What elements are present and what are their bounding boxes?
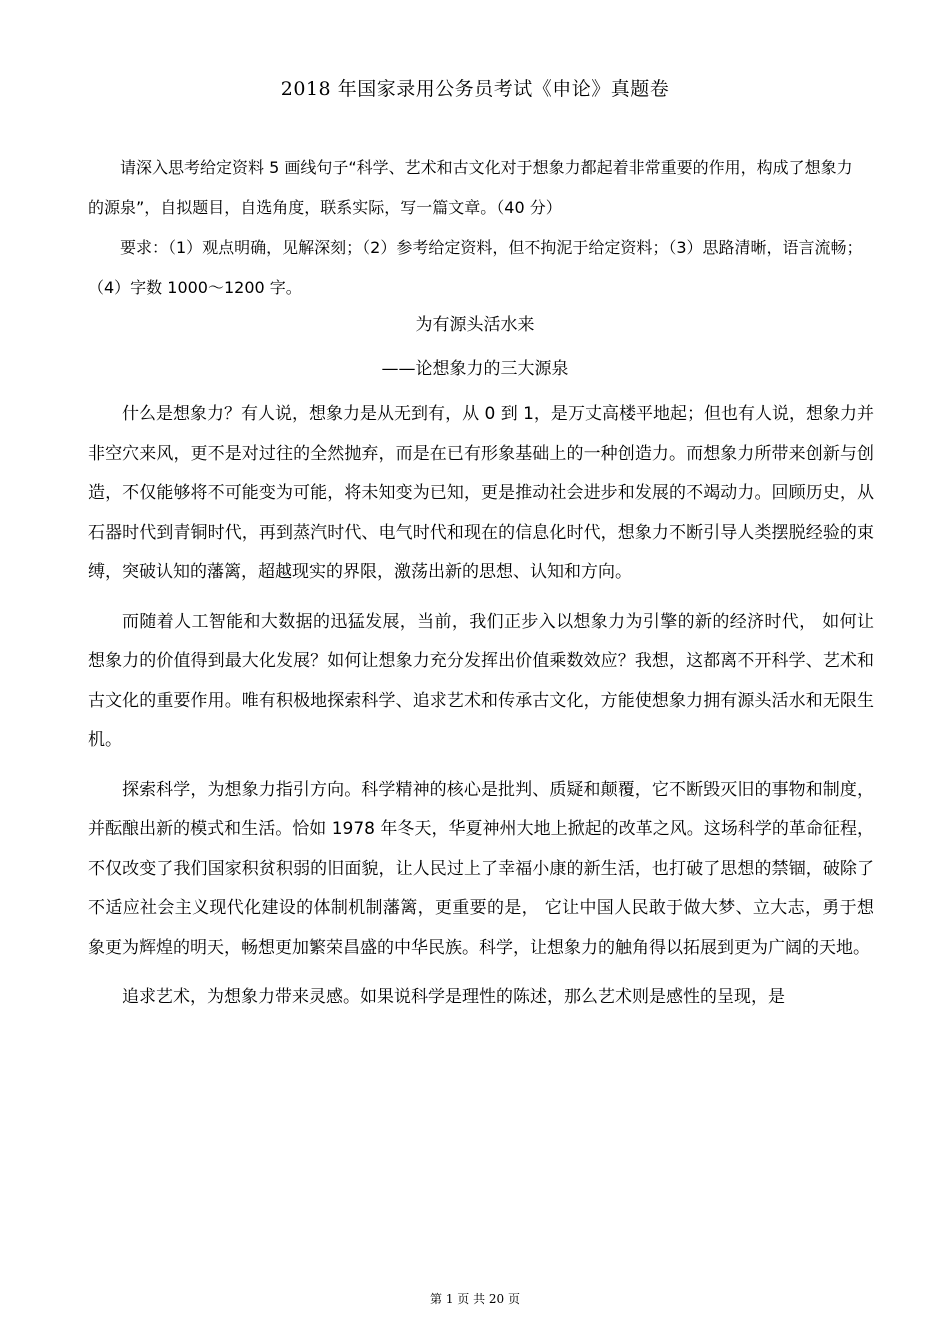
page-number-footer: 第 1 页 共 20 页 bbox=[430, 1292, 520, 1306]
essay-paragraph: 什么是想象力？有人说，想象力是从无到有，从 0 到 1，是万丈高楼平地起；但也有人说，想象力并非空穴来风，更不是对过往的全然抛弃，而是在已有形象基础上的一种创造力。而想象力所带来创新与创造，不仅能够将不可能变为可能，将未知变为已知，更是推动社会进步和发展的不竭动力。回顾历史，从石器时代到青铜时代，再到蒸汽时代、电气时代和现在的信息化时代，想象力不断引导人类摆脱经验的束缚，突破认知的藩篱，超越现实的界限，激荡出新的思想、认知和方向。 bbox=[88, 404, 874, 582]
prompt-requirements: 要求：（1）观点明确，见解深刻；（2）参考给定资料，但不拘泥于给定资料；（3）思路清晰，语言流畅；（4）字数 1000～1200 字。 bbox=[88, 238, 863, 297]
essay-body bbox=[88, 395, 874, 1028]
essay-paragraph: 而随着人工智能和大数据的迅猛发展，当前，我们正步入以想象力为引擎的新的经济时代， 如何让想象力的价值得到最大化发展？如何让想象力充分发挥出价值乘数效应？我想，这都离不开科学、艺术和古文化的重要作用。唯有积极地探索科学、追求艺术和传承古文化，方能使想象力拥有源头活水和无限生机。 bbox=[88, 611, 874, 750]
essay-subtitle: ——论想象力的三大源泉 bbox=[381, 359, 569, 379]
essay-paragraph: 追求艺术，为想象力带来灵感。如果说科学是理性的陈述，那么艺术则是感性的呈现，是 bbox=[122, 987, 785, 1007]
essay-paragraph: 探索科学，为想象力指引方向。科学精神的核心是批判、质疑和颠覆，它不断毁灭旧的事物和制度，并酝酿出新的模式和生活。恰如 1978 年冬天，华夏神州大地上掀起的改革之风。这场科学的革命征程，不仅改变了我们国家积贫积弱的旧面貌，让人民过上了幸福小康的新生活，也打破了思想的禁锢，破除了不适应社会主义现代化建设的体制机制藩篱，更重要的是， 它让中国人民敢于做大梦、立大志，勇于想象更为辉煌的明天，畅想更加繁荣昌盛的中华民族。科学，让想象力的触角得以拓展到更为广阔的天地。 bbox=[88, 779, 874, 958]
document-title: 2018 年国家录用公务员考试《申论》真题卷 bbox=[280, 78, 670, 100]
essay-prompt bbox=[88, 148, 868, 308]
prompt-instruction: 请深入思考给定资料 5 画线句子“科学、艺术和古文化对于想象力都起着非常重要的作用，构成了想象力的源泉”，自拟题目，自选角度，联系实际，写一篇文章。（40 分） bbox=[88, 158, 853, 217]
essay-title: 为有源头活水来 bbox=[415, 315, 535, 335]
